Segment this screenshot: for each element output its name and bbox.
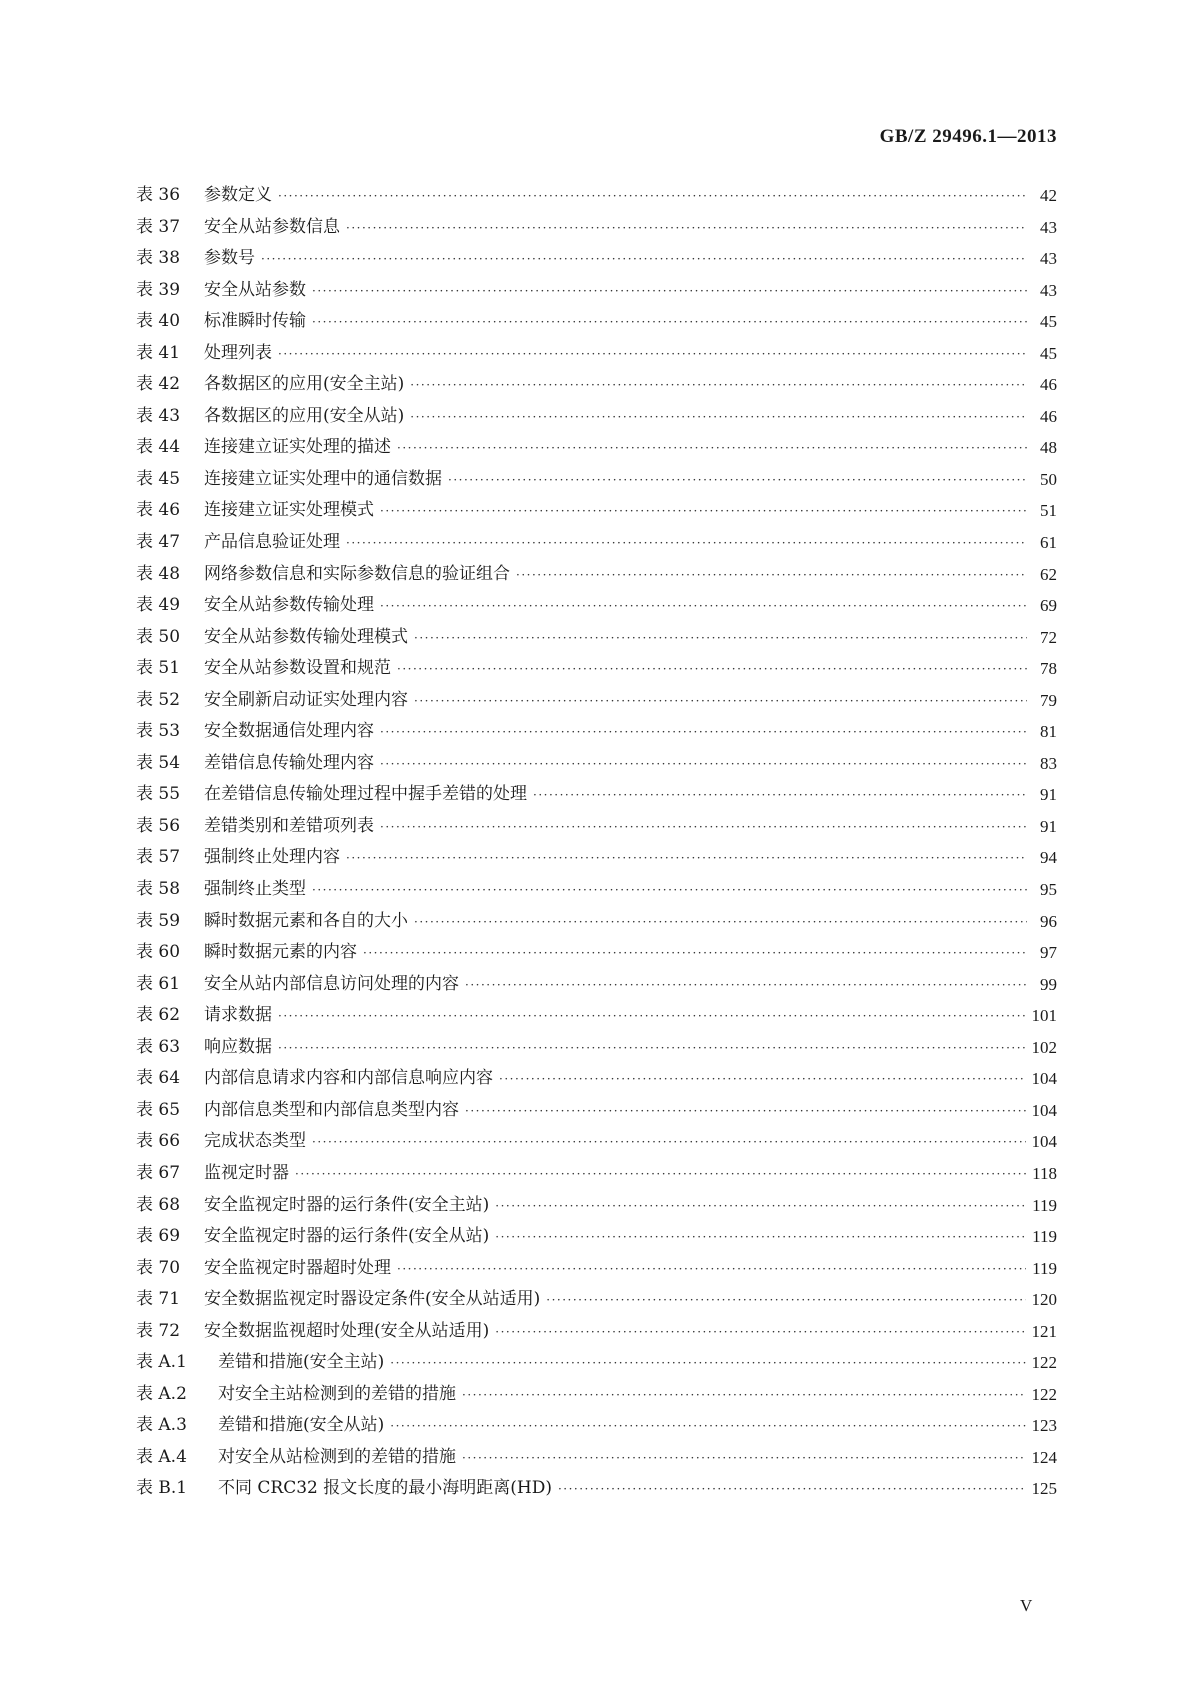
- toc-entry-page: 46: [1040, 375, 1057, 395]
- toc-entry-number: 表 67: [136, 1162, 181, 1183]
- toc-entry-page: 123: [1031, 1416, 1057, 1436]
- toc-entry-number: 表 63: [136, 1036, 181, 1057]
- toc-entry[interactable]: [136, 906, 1057, 938]
- toc-entry-title: 强制终止类型: [204, 879, 306, 900]
- toc-entry-title: 参数定义: [204, 185, 272, 205]
- toc-entry-title: 在差错信息传输处理过程中握手差错的处理: [204, 784, 527, 805]
- toc-entry-title: 内部信息类型和内部信息类型内容: [204, 1099, 459, 1120]
- toc-entry[interactable]: [136, 338, 1057, 370]
- toc-dot-leader: [295, 1158, 1026, 1190]
- toc-entry[interactable]: [136, 1221, 1057, 1253]
- toc-entry-title: 差错类别和差错项列表: [204, 815, 374, 836]
- toc-entry[interactable]: [136, 748, 1057, 780]
- toc-entry-page: 91: [1040, 785, 1057, 805]
- toc-entry-title: 安全数据监视超时处理(安全从站适用): [204, 1320, 490, 1341]
- toc-entry[interactable]: [136, 1253, 1057, 1285]
- toc-entry-title: 监视定时器: [204, 1162, 289, 1183]
- toc-entry[interactable]: [136, 212, 1057, 244]
- toc-entry-title: 安全从站参数传输处理模式: [204, 626, 408, 647]
- toc-entry-page: 48: [1040, 438, 1057, 458]
- toc-dot-leader: [346, 212, 1027, 244]
- toc-entry[interactable]: [136, 811, 1057, 843]
- toc-entry-number: 表 A.1: [136, 1352, 187, 1373]
- toc-entry-number: 表 61: [136, 973, 181, 994]
- toc-entry-number: 表 49: [136, 595, 181, 616]
- toc-entry-title: 不同 CRC32 报文长度的最小海明距离(HD): [218, 1478, 552, 1499]
- toc-entry[interactable]: [136, 495, 1057, 527]
- toc-dot-leader: [448, 464, 1027, 496]
- toc-entry[interactable]: [136, 1190, 1057, 1222]
- toc-entry-title: 连接建立证实处理模式: [204, 500, 374, 521]
- toc-dot-leader: [380, 590, 1027, 622]
- toc-entry-page: 124: [1031, 1447, 1057, 1467]
- toc-entry-title: 安全刷新启动证实处理内容: [204, 689, 408, 710]
- toc-dot-leader: [495, 1221, 1026, 1253]
- toc-entry-number: 表 66: [136, 1131, 181, 1152]
- toc-entry-title: 各数据区的应用(安全从站): [204, 405, 405, 426]
- toc-entry-title: 对安全从站检测到的差错的措施: [218, 1446, 456, 1467]
- toc-entry[interactable]: [136, 716, 1057, 748]
- toc-entry-title: 差错信息传输处理内容: [204, 752, 374, 773]
- toc-entry[interactable]: [136, 369, 1057, 401]
- toc-entry[interactable]: [136, 243, 1057, 275]
- toc-entry-page: 45: [1040, 343, 1057, 363]
- toc-entry-title: 差错和措施(安全从站): [218, 1415, 385, 1436]
- toc-entry[interactable]: [136, 1284, 1057, 1316]
- toc-entry-title: 各数据区的应用(安全主站): [204, 374, 405, 395]
- toc-entry-title: 连接建立证实处理的描述: [204, 437, 391, 458]
- toc-entry-number: 表 68: [136, 1194, 181, 1215]
- toc-entry[interactable]: [136, 1032, 1057, 1064]
- toc-entry-number: 表 A.3: [136, 1415, 187, 1436]
- toc-entry-number: 表 54: [136, 752, 181, 773]
- toc-entry-page: 104: [1031, 1100, 1057, 1120]
- toc-entry-title: 差错和措施(安全主站): [218, 1352, 385, 1373]
- toc-entry-title: 内部信息请求内容和内部信息响应内容: [204, 1068, 493, 1089]
- toc-entry-title: 标准瞬时传输: [204, 311, 306, 332]
- toc-entry-number: 表 72: [136, 1320, 181, 1341]
- toc-entry-number: 表 57: [136, 847, 181, 868]
- toc-entry-title: 参数号: [204, 248, 255, 269]
- toc-entry-number: 表 58: [136, 879, 181, 900]
- toc-entry-page: 78: [1040, 659, 1057, 679]
- toc-dot-leader: [465, 969, 1027, 1001]
- toc-entry-title: 瞬时数据元素和各自的大小: [204, 910, 408, 931]
- toc-entry-page: 95: [1040, 880, 1057, 900]
- toc-entry-number: 表 51: [136, 658, 181, 679]
- table-of-contents: [136, 180, 1057, 1505]
- toc-entry-page: 83: [1040, 753, 1057, 773]
- toc-entry-title: 连接建立证实处理中的通信数据: [204, 468, 442, 489]
- toc-entry-number: 表 B.1: [136, 1478, 188, 1499]
- toc-dot-leader: [462, 1379, 1026, 1411]
- toc-entry-page: 46: [1040, 406, 1057, 426]
- toc-entry-page: 51: [1040, 501, 1057, 521]
- toc-entry-number: 表 65: [136, 1099, 181, 1120]
- toc-dot-leader: [380, 748, 1027, 780]
- toc-dot-leader: [495, 1190, 1026, 1222]
- toc-dot-leader: [546, 1284, 1025, 1316]
- toc-dot-leader: [558, 1473, 1026, 1505]
- toc-entry-number: 表 41: [136, 342, 181, 363]
- toc-dot-leader: [346, 842, 1027, 874]
- toc-entry[interactable]: [136, 969, 1057, 1001]
- toc-entry[interactable]: [136, 874, 1057, 906]
- toc-dot-leader: [380, 716, 1027, 748]
- toc-entry-page: 62: [1040, 564, 1057, 584]
- toc-dot-leader: [465, 1095, 1026, 1127]
- toc-entry-page: 61: [1040, 533, 1057, 553]
- toc-dot-leader: [397, 1253, 1026, 1285]
- toc-entry[interactable]: [136, 622, 1057, 654]
- toc-entry-page: 72: [1040, 627, 1057, 647]
- toc-entry-number: 表 48: [136, 563, 181, 584]
- toc-entry-page: 45: [1040, 312, 1057, 332]
- toc-entry-page: 99: [1040, 974, 1057, 994]
- toc-entry-number: 表 39: [136, 279, 181, 300]
- toc-entry-page: 119: [1032, 1258, 1057, 1278]
- standard-code: GB/Z 29496.1—2013: [879, 126, 1057, 147]
- toc-entry-page: 96: [1040, 911, 1057, 931]
- toc-dot-leader: [312, 874, 1027, 906]
- toc-entry-title: 强制终止处理内容: [204, 847, 340, 868]
- toc-entry-title: 瞬时数据元素的内容: [204, 942, 357, 963]
- toc-entry-number: 表 64: [136, 1068, 181, 1089]
- toc-entry-page: 43: [1040, 217, 1057, 237]
- toc-dot-leader: [363, 937, 1027, 969]
- toc-entry[interactable]: [136, 1379, 1057, 1411]
- toc-entry-number: 表 37: [136, 216, 181, 237]
- toc-entry-page: 97: [1040, 943, 1057, 963]
- toc-entry-number: 表 43: [136, 405, 181, 426]
- toc-entry-number: 表 62: [136, 1005, 181, 1026]
- toc-dot-leader: [278, 180, 1027, 212]
- toc-entry-number: 表 69: [136, 1226, 181, 1247]
- toc-entry-number: 表 46: [136, 500, 181, 521]
- toc-entry-page: 94: [1040, 848, 1057, 868]
- toc-dot-leader: [410, 401, 1027, 433]
- toc-entry-number: 表 55: [136, 784, 181, 805]
- toc-dot-leader: [414, 685, 1027, 717]
- toc-entry-number: 表 52: [136, 689, 181, 710]
- toc-entry-number: 表 38: [136, 248, 181, 269]
- toc-entry-number: 表 71: [136, 1289, 181, 1310]
- toc-entry-number: 表 47: [136, 532, 181, 553]
- toc-entry-page: 104: [1031, 1132, 1057, 1152]
- toc-entry[interactable]: [136, 590, 1057, 622]
- toc-entry-number: 表 45: [136, 468, 181, 489]
- toc-entry-page: 43: [1040, 280, 1057, 300]
- toc-entry-page: 102: [1031, 1037, 1057, 1057]
- toc-entry-page: 69: [1040, 596, 1057, 616]
- toc-entry-page: 122: [1031, 1353, 1057, 1373]
- toc-entry-title: 响应数据: [204, 1036, 272, 1057]
- toc-entry[interactable]: [136, 432, 1057, 464]
- toc-entry[interactable]: [136, 527, 1057, 559]
- toc-entry-title: 完成状态类型: [204, 1131, 306, 1152]
- toc-entry-title: 安全监视定时器的运行条件(安全主站): [204, 1194, 490, 1215]
- toc-entry-number: 表 40: [136, 311, 181, 332]
- toc-entry-page: 91: [1040, 816, 1057, 836]
- toc-dot-leader: [261, 243, 1027, 275]
- toc-entry-title: 请求数据: [204, 1005, 272, 1026]
- toc-entry[interactable]: [136, 1316, 1057, 1348]
- toc-entry-title: 安全从站参数设置和规范: [204, 658, 391, 679]
- toc-entry[interactable]: [136, 1410, 1057, 1442]
- toc-entry[interactable]: [136, 937, 1057, 969]
- toc-dot-leader: [312, 306, 1027, 338]
- toc-entry-title: 安全从站参数传输处理: [204, 595, 374, 616]
- toc-entry-page: 50: [1040, 469, 1057, 489]
- toc-entry-number: 表 42: [136, 374, 181, 395]
- toc-dot-leader: [397, 653, 1027, 685]
- toc-dot-leader: [380, 811, 1027, 843]
- toc-entry-page: 119: [1032, 1195, 1057, 1215]
- toc-entry[interactable]: [136, 779, 1057, 811]
- toc-dot-leader: [414, 906, 1027, 938]
- toc-entry-title: 网络参数信息和实际参数信息的验证组合: [204, 563, 510, 584]
- toc-entry-page: 101: [1031, 1006, 1057, 1026]
- toc-entry-page: 122: [1031, 1384, 1057, 1404]
- toc-dot-leader: [278, 338, 1027, 370]
- toc-entry[interactable]: [136, 1473, 1057, 1505]
- toc-entry[interactable]: [136, 1063, 1057, 1095]
- toc-entry-number: 表 56: [136, 815, 181, 836]
- toc-entry-number: 表 44: [136, 437, 181, 458]
- toc-entry[interactable]: [136, 1000, 1057, 1032]
- toc-entry-page: 79: [1040, 690, 1057, 710]
- page-number: V: [1020, 1596, 1033, 1615]
- toc-dot-leader: [312, 275, 1027, 307]
- toc-entry-title: 对安全主站检测到的差错的措施: [218, 1383, 456, 1404]
- toc-dot-leader: [495, 1316, 1025, 1348]
- toc-entry-page: 125: [1031, 1479, 1057, 1499]
- toc-entry-page: 81: [1040, 722, 1057, 742]
- toc-dot-leader: [533, 779, 1027, 811]
- toc-entry-number: 表 50: [136, 626, 181, 647]
- toc-entry-title: 处理列表: [204, 342, 272, 363]
- toc-dot-leader: [312, 1126, 1026, 1158]
- toc-entry-page: 120: [1031, 1290, 1057, 1310]
- toc-entry[interactable]: [136, 1442, 1057, 1474]
- toc-dot-leader: [278, 1032, 1026, 1064]
- toc-dot-leader: [410, 369, 1027, 401]
- toc-entry-number: 表 60: [136, 942, 181, 963]
- toc-entry[interactable]: [136, 842, 1057, 874]
- toc-dot-leader: [390, 1347, 1025, 1379]
- toc-entry[interactable]: [136, 653, 1057, 685]
- toc-entry-title: 安全监视定时器的运行条件(安全从站): [204, 1226, 490, 1247]
- toc-entry-title: 安全从站参数: [204, 279, 306, 300]
- toc-entry-number: 表 59: [136, 910, 181, 931]
- toc-entry[interactable]: [136, 180, 1057, 212]
- toc-entry-page: 119: [1032, 1227, 1057, 1247]
- toc-entry-number: 表 70: [136, 1257, 181, 1278]
- toc-dot-leader: [516, 559, 1027, 591]
- toc-dot-leader: [499, 1063, 1026, 1095]
- toc-entry[interactable]: [136, 464, 1057, 496]
- toc-entry[interactable]: [136, 1158, 1057, 1190]
- toc-entry[interactable]: [136, 1095, 1057, 1127]
- toc-dot-leader: [380, 495, 1027, 527]
- toc-entry-number: 表 A.4: [136, 1446, 187, 1467]
- toc-dot-leader: [397, 432, 1027, 464]
- toc-entry-title: 安全数据通信处理内容: [204, 721, 374, 742]
- toc-entry-title: 安全从站内部信息访问处理的内容: [204, 973, 459, 994]
- toc-entry[interactable]: [136, 401, 1057, 433]
- toc-entry[interactable]: [136, 685, 1057, 717]
- toc-dot-leader: [278, 1000, 1026, 1032]
- toc-dot-leader: [414, 622, 1027, 654]
- toc-entry-title: 产品信息验证处理: [204, 532, 340, 553]
- toc-entry[interactable]: [136, 1347, 1057, 1379]
- toc-entry-page: 42: [1040, 186, 1057, 205]
- toc-dot-leader: [346, 527, 1027, 559]
- toc-entry[interactable]: [136, 559, 1057, 591]
- toc-entry-page: 43: [1040, 249, 1057, 269]
- toc-entry-page: 104: [1031, 1069, 1057, 1089]
- toc-dot-leader: [462, 1442, 1026, 1474]
- toc-entry-title: 安全从站参数信息: [204, 216, 340, 237]
- toc-entry-title: 安全监视定时器超时处理: [204, 1257, 391, 1278]
- toc-entry[interactable]: [136, 306, 1057, 338]
- toc-entry[interactable]: [136, 1126, 1057, 1158]
- toc-entry-number: 表 A.2: [136, 1383, 187, 1404]
- toc-entry-title: 安全数据监视定时器设定条件(安全从站适用): [204, 1289, 541, 1310]
- toc-entry[interactable]: [136, 275, 1057, 307]
- toc-entry-page: 121: [1031, 1321, 1057, 1341]
- toc-entry-number: 表 53: [136, 721, 181, 742]
- toc-dot-leader: [390, 1410, 1025, 1442]
- toc-entry-number: 表 36: [136, 185, 181, 205]
- toc-entry-page: 118: [1032, 1163, 1057, 1183]
